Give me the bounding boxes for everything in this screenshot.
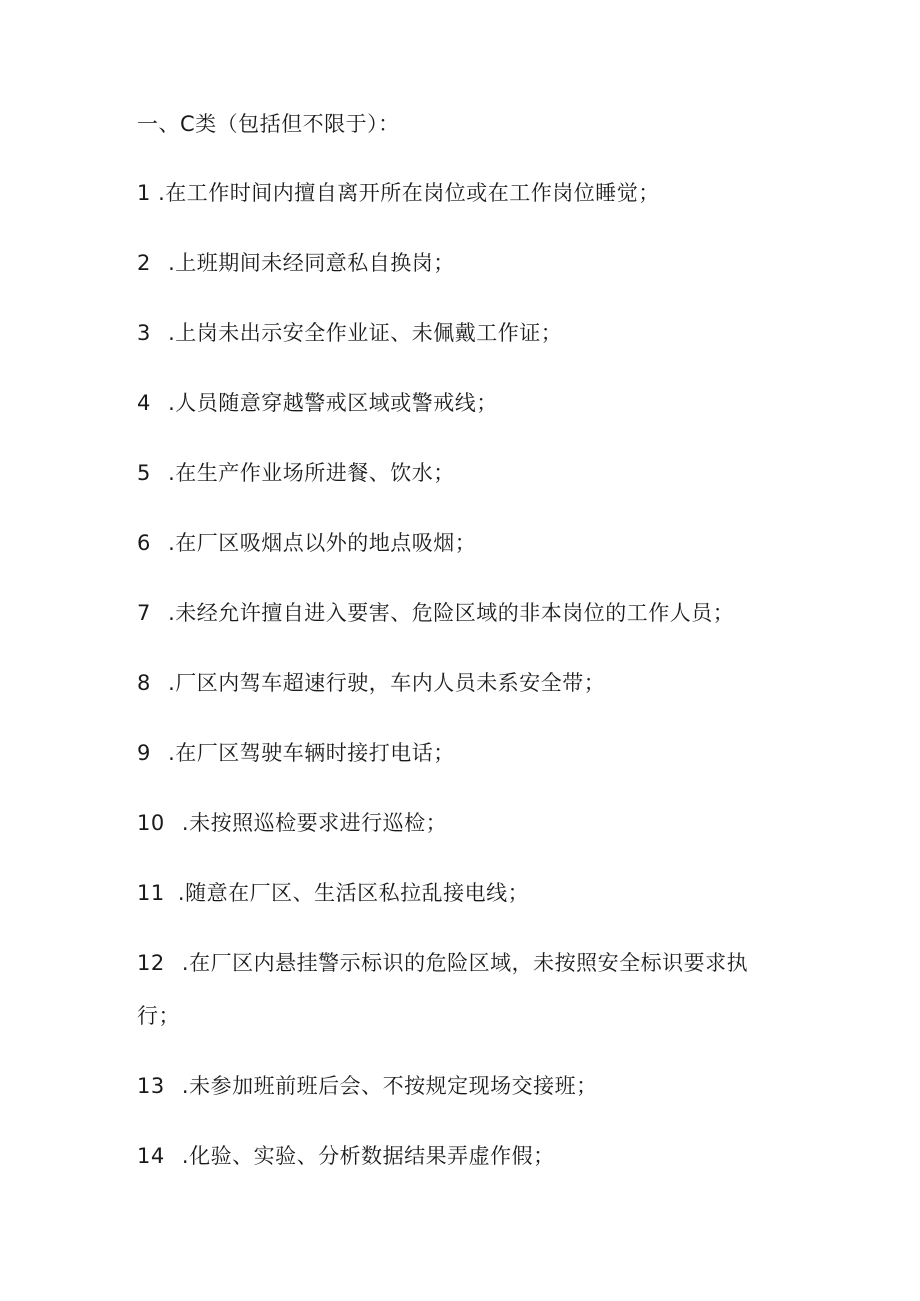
list-item-13 [137,1074,598,1098]
section-heading: 一、C类（包括但不限于）： [137,112,400,136]
list-item-1 [137,181,660,205]
item-number: 6 [137,531,151,555]
item-text: .未经允许擅自进入要害、危险区域的非本岗位的工作人员； [168,601,735,625]
item-text: .厂区内驾车超速行驶，车内人员未系安全带； [168,671,606,695]
list-item-5 [137,461,455,485]
list-item-2 [137,251,455,275]
item-number: 1 [137,181,151,205]
list-item-8 [137,671,605,695]
list-item-12 [137,951,748,975]
item-number: 9 [137,741,151,765]
list-item-10 [137,811,447,835]
item-text: .未参加班前班后会、不按规定现场交接班； [181,1074,598,1098]
item-text: .在厂区吸烟点以外的地点吸烟； [168,531,477,555]
item-text: .人员随意穿越警戒区域或警戒线； [168,391,498,415]
item-number: 2 [137,251,151,275]
list-item-4 [137,391,498,415]
item-number: 11 [137,881,165,905]
item-number: 5 [137,461,151,485]
item-number: 10 [137,811,165,835]
item-text: .在工作时间内擅自离开所在岗位或在工作岗位睡觉； [158,181,660,205]
list-item-14 [137,1144,555,1168]
item-text: .随意在厂区、生活区私拉乱接电线； [177,881,530,905]
list-item-11 [137,881,529,905]
item-text: .在厂区驾驶车辆时接打电话； [168,741,455,765]
list-item-7 [137,601,734,625]
list-item-3 [137,321,562,345]
item-number: 3 [137,321,151,345]
item-text: .上岗未出示安全作业证、未佩戴工作证； [168,321,563,345]
item-number: 14 [137,1144,165,1168]
item-number: 4 [137,391,151,415]
list-item-6 [137,531,476,555]
item-text: .未按照巡检要求进行巡检； [181,811,448,835]
item-text: .在厂区内悬挂警示标识的危险区域，未按照安全标识要求执 [181,951,749,975]
item-text: .在生产作业场所进餐、饮水； [168,461,455,485]
item-number: 7 [137,601,151,625]
list-item-9 [137,741,455,765]
item-number: 12 [137,951,165,975]
item-text: .上班期间未经同意私自换岗； [168,251,455,275]
item-text: .化验、实验、分析数据结果弄虚作假； [181,1144,555,1168]
list-item-12-continuation: 行； [137,1004,180,1028]
item-number: 13 [137,1074,165,1098]
item-number: 8 [137,671,151,695]
